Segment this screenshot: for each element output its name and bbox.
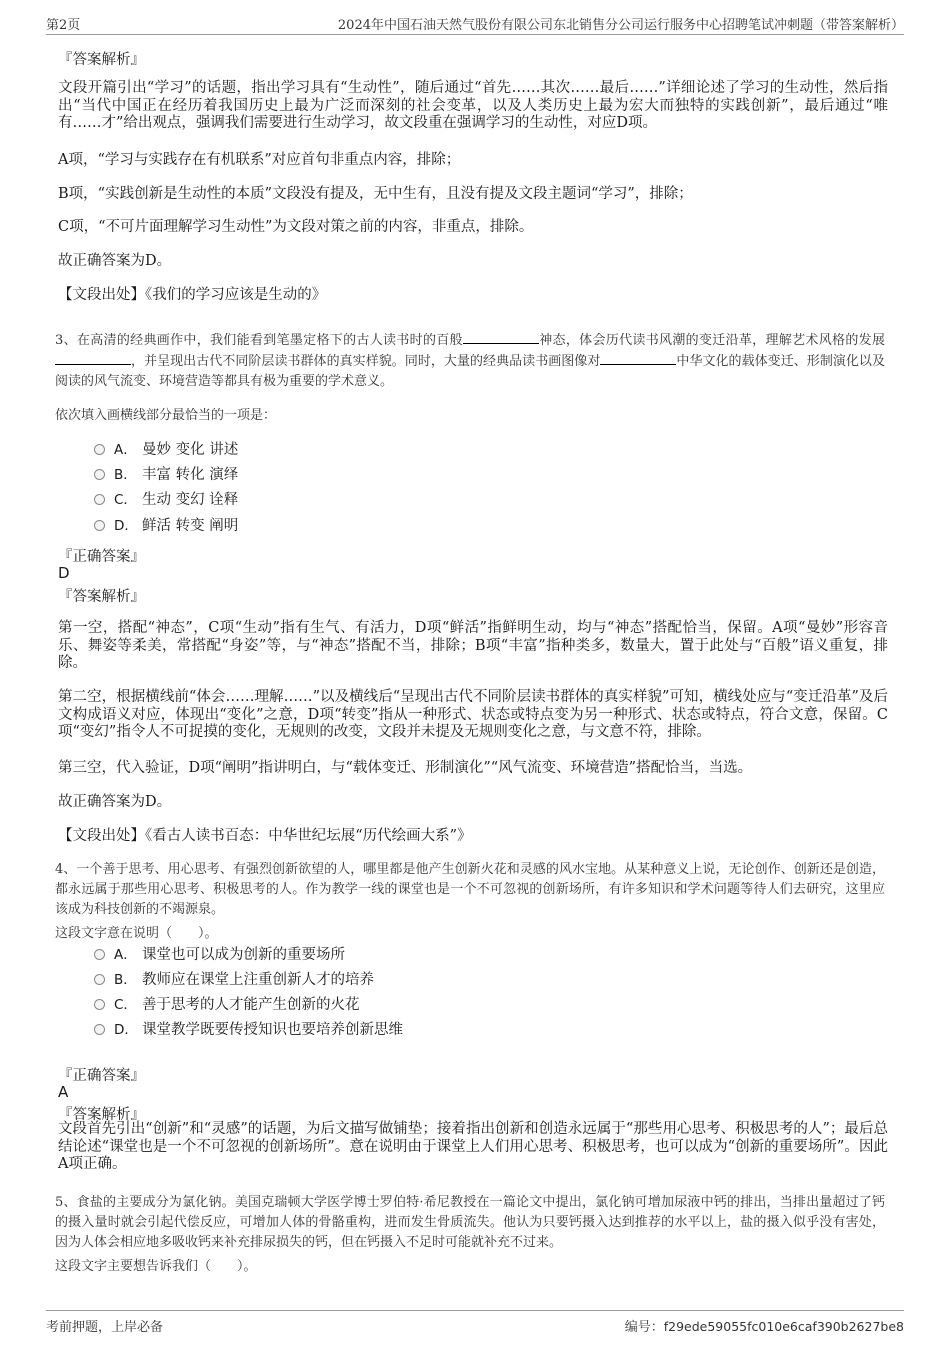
- q3-analysis-para-1: 第一空，搭配“神态”，C项“生动”指有生气、有活力，D项“鲜活”指鲜明生动，均与“神态”搭配恰当，保留。A项“曼妙”形容音乐、舞姿等柔美，常搭配“身姿”等，与“神态”搭配不当，排除；B项“丰富”指种类多，数量大，置于此处与“百般”语义重复，排除。: [58, 620, 888, 671]
- footer-slogan: 考前押题，上岸必备: [46, 1320, 164, 1335]
- q3-source: 【文段出处】《看古人读书百态：中华世纪坛展“历代绘画大系”》: [58, 828, 472, 844]
- radio-icon[interactable]: [94, 1024, 105, 1035]
- q4-answer-label: 『正确答案』: [58, 1068, 145, 1084]
- document-title: 2024年中国石油天然气股份有限公司东北销售分公司运行服务中心招聘笔试冲刺题（带答案解析）: [337, 18, 904, 33]
- q2-analysis-para-1: 文段开篇引出“学习”的话题，指出学习具有“生动性”，随后通过“首先……其次……最后……”详细论述了学习的生动性，然后指出“当代中国正在经历着我国历史上最为广泛而深刻的社会变革，以及人类历史上最为宏大而独特的实践创新”，最后通过“唯有……才”给出观点，强调我们需要进行生动学习，故文段重在强调学习的生动性，对应D项。: [58, 80, 888, 131]
- blank-3: [600, 351, 676, 365]
- q4-analysis: 文段首先引出“创新”和“灵感”的话题，为后文描写做铺垫；接着指出创新和创造永远属于“那些用心思考、积极思考的人”；最后总结论述“课堂也是一个不可忽视的创新场所”。意在说明由于课堂上人们用心思考、积极思考，也可以成为“创新的重要场所”。因此A项正确。: [58, 1121, 888, 1172]
- q3-analysis-label: 『答案解析』: [58, 589, 145, 605]
- q3-stem: 3、在高清的经典画作中，我们能看到笔墨定格下的古人读书时的百般 神态，体会历代读书风潮的变迁沿革，理解艺术风格的发展，并呈现出古代不同阶层读书群体的真实样貌。同时，大量的经典品读书画图像对 中华文化的载体变迁、形制演化以及阅读的风气流变、环境营造等都具有极为重要的学术意义。: [55, 330, 885, 392]
- q4-stem: 4、一个善于思考、用心思考、有强烈创新欲望的人，哪里都是他产生创新火花和灵感的风水宝地。从某种意义上说，无论创作、创新还是创造，都永远属于那些用心思考、积极思考的人。作为教学一线的课堂也是一个不可忽视的创新场所，有许多知识和学术问题等待人们去研究，这里应该成为科技创新的不竭源泉。: [55, 862, 885, 917]
- radio-icon[interactable]: [94, 444, 105, 455]
- page-number: 第2页: [46, 18, 81, 33]
- q3-answer-label: 『正确答案』: [58, 549, 145, 565]
- q3-option-d[interactable]: D． 鲜活 转变 阐明: [94, 516, 238, 536]
- q2-analysis-label: 『答案解析』: [58, 52, 145, 68]
- q4-answer: A: [58, 1083, 69, 1101]
- radio-icon[interactable]: [94, 469, 105, 480]
- page-footer: [46, 1310, 904, 1335]
- q5-prompt: 这段文字主要想告诉我们（ ）。: [55, 1259, 257, 1274]
- q2-answer-line: 故正确答案为D。: [58, 253, 172, 269]
- q3-answer: D: [58, 564, 70, 582]
- q3-option-a[interactable]: A． 曼妙 变化 讲述: [94, 440, 238, 460]
- q3-analysis-para-3: 第三空，代入验证，D项“阐明”指讲明白，与“载体变迁、形制演化”“风气流变、环境营造”搭配恰当，当选。: [58, 760, 753, 776]
- q2-analysis-para-4: C项，“不可片面理解学习生动性”为文段对策之前的内容，非重点，排除。: [58, 219, 534, 235]
- radio-icon[interactable]: [94, 974, 105, 985]
- radio-icon[interactable]: [94, 520, 105, 531]
- blank-2: [55, 351, 131, 365]
- q2-analysis-para-2: A项，“学习与实践存在有机联系”对应首句非重点内容，排除；: [58, 152, 461, 168]
- q3-answer-line: 故正确答案为D。: [58, 794, 172, 810]
- q4-option-a[interactable]: A． 课堂也可以成为创新的重要场所: [94, 945, 345, 965]
- radio-icon[interactable]: [94, 949, 105, 960]
- document-id: 编号：f29ede59055fc010e6caf390b2627be8: [624, 1319, 904, 1335]
- q3-option-c[interactable]: C． 生动 变幻 诠释: [94, 490, 238, 510]
- q4-option-d[interactable]: D． 课堂教学既要传授知识也要培养创新思维: [94, 1020, 403, 1040]
- q2-analysis-para-3: B项，“实践创新是生动性的本质”文段没有提及，无中生有，且没有提及文段主题词“学习”，排除；: [58, 186, 693, 202]
- radio-icon[interactable]: [94, 999, 105, 1010]
- q4-option-b[interactable]: B． 教师应在课堂上注重创新人才的培养: [94, 970, 374, 990]
- radio-icon[interactable]: [94, 494, 105, 505]
- q5-stem: 5、食盐的主要成分为氯化钠。美国克瑞顿大学医学博士罗伯特·希尼教授在一篇论文中提出，氯化钠可增加尿液中钙的排出，当排出量超过了钙的摄入量时就会引起代偿反应，可增加人体的骨骼重构，进而发生骨质流失。他认为只要钙摄入达到推荐的水平以上，盐的摄入似乎没有害处，因为人体会相应地多吸收钙来补充排尿损失的钙，但在钙摄入不足时可能就补充不过来。: [55, 1195, 885, 1250]
- blank-1: [463, 330, 539, 344]
- q3-option-b[interactable]: B． 丰富 转化 演绎: [94, 465, 238, 485]
- page-header: [46, 12, 904, 35]
- q3-analysis-para-2: 第二空，根据横线前“体会……理解……”以及横线后“呈现出古代不同阶层读书群体的真实样貌”可知，横线处应与“变迁沿革”及后文构成语义对应，体现出“变化”之意，D项“转变”指从一种形式、状态或特点变为另一种形式、状态或特点，符合文意，保留。C项“变幻”指令人不可捉摸的变化，无规则的改变，文段并未提及无规则变化之意，与文意不符，排除。: [58, 689, 888, 740]
- q3-prompt: 依次填入画横线部分最恰当的一项是：: [55, 408, 277, 423]
- q4-option-c[interactable]: C． 善于思考的人才能产生创新的火花: [94, 995, 360, 1015]
- q4-prompt: 这段文字意在说明（ ）。: [55, 926, 218, 941]
- q2-source: 【文段出处】《我们的学习应该是生动的》: [58, 287, 327, 303]
- q4-analysis-label: 『答案解析』: [58, 1107, 145, 1123]
